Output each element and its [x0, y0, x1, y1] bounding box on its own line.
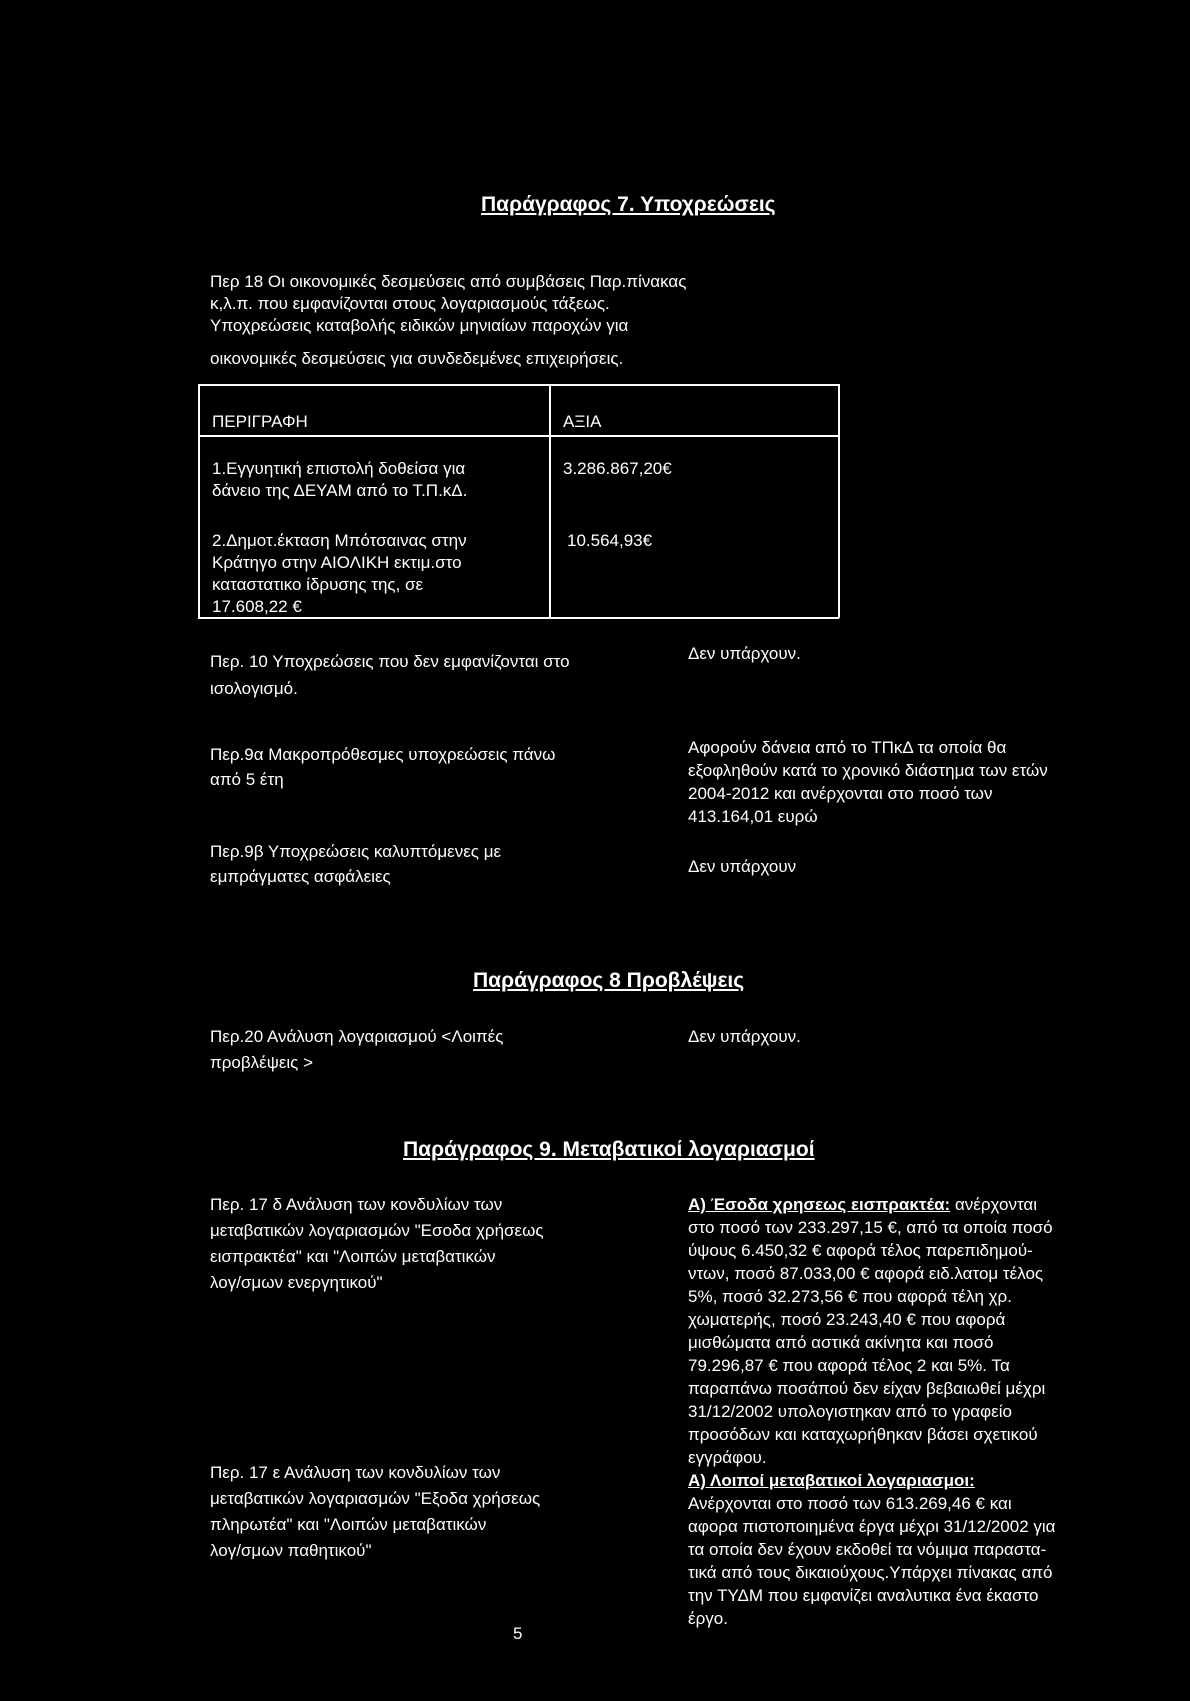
per17d-line: λογ/σμων ενεργητικού": [210, 1273, 383, 1292]
item-per10-label: ισολογισμό.: [210, 679, 298, 698]
table-column-divider: [549, 384, 551, 618]
item-per9b-label: εμπράγματες ασφάλειες: [210, 867, 391, 886]
table-header-description: ΠΕΡΙΓΡΑΦΗ: [212, 412, 308, 431]
accrued-income-line: παραπάνω ποσάπού δεν είχαν βεβαιωθεί μέχρι: [688, 1379, 1046, 1398]
table-header-divider: [198, 435, 839, 437]
table-border-left: [198, 384, 200, 618]
item-per9b-label: Περ.9β Υποχρεώσεις καλυπτόμενες με: [210, 842, 502, 861]
page-number: 5: [513, 1624, 523, 1643]
other-accruals-line: τικά από τους δικαιούχους.Υπάρχει πίνακας από: [688, 1563, 1053, 1582]
accrued-income-line: προσόδων και καταχωρήθηκαν βάσει σχετικού: [688, 1425, 1038, 1444]
item-per9a-value: 2004-2012 και ανέρχονται στο ποσό των: [688, 784, 993, 803]
item-per9a-value: 413.164,01 ευρώ: [688, 807, 818, 826]
table-row-2-description: 2.Δημοτ.έκταση Μπότσαινας στην: [212, 531, 467, 550]
accrued-income-line: χωματερής, ποσό 23.243,40 € που αφορά: [688, 1310, 1006, 1329]
section7-heading: Παράγραφος 7. Υποχρεώσεις: [481, 193, 776, 216]
item-per10-label: Περ. 10 Υποχρεώσεις που δεν εμφανίζονται στο: [210, 652, 570, 671]
other-accruals-line: τα οποία δεν έχουν εκδοθεί τα νόμιμα παραστα-: [688, 1540, 1047, 1559]
table-border-right: [838, 384, 840, 618]
accrued-income-line: μισθώματα από αστικά ακίνητα και ποσό: [688, 1333, 994, 1352]
accrued-income-title: Α) Έσοδα χρησεως εισπρακτέα:: [688, 1195, 951, 1214]
table-border-top: [198, 384, 839, 386]
item-per9a-value: Αφορούν δάνεια από το ΤΠκΔ τα οποία θα: [688, 738, 1007, 757]
per17e-line: λογ/σμων παθητικού": [210, 1541, 372, 1560]
table-row-2-value: 10.564,93€: [567, 531, 653, 550]
section9-heading: Παράγραφος 9. Μεταβατικοί λογαριασμοί: [403, 1138, 815, 1161]
intro-line: Περ 18 Οι οικονομικές δεσμεύσεις από συμβάσεις Παρ.πίνακας: [210, 272, 687, 291]
other-accruals-line: την ΤΥΔΜ που εμφανίζει αναλυτικα ένα έκαστο: [688, 1586, 1039, 1605]
accrued-income-line: 5%, ποσό 32.273,56 € που αφορά τέλη χρ.: [688, 1287, 1012, 1306]
per20-label: Περ.20 Ανάλυση λογαριασμού <Λοιπές: [210, 1027, 504, 1046]
accrued-income-heading: [688, 1195, 1037, 1214]
per17e-line: Περ. 17 ε Ανάλυση των κονδυλίων των: [210, 1463, 501, 1482]
table-row-1-description: δάνειο της ΔΕΥΑΜ από το Τ.Π.κΔ.: [212, 481, 468, 500]
item-per9a-value: εξοφληθούν κατά το χρονικό διάστημα των ετών: [688, 761, 1048, 780]
per20-label: προβλέψεις >: [210, 1053, 314, 1072]
other-accruals-line: Ανέρχονται στο ποσό των 613.269,46 € και: [688, 1494, 1012, 1513]
intro-line: Υποχρεώσεις καταβολής ειδικών μηνιαίων παροχών για: [210, 316, 629, 335]
table-border-bottom: [198, 617, 839, 619]
accrued-income-line: 31/12/2002 υπολογιστηκαν από το γραφείο: [688, 1402, 1012, 1421]
table-row-2-description: Κράτηγο στην ΑΙΟΛΙΚΗ εκτιμ.στο: [212, 553, 462, 572]
item-per9b-value: Δεν υπάρχουν: [688, 857, 797, 876]
table-row-2-description: καταστατικο ίδρυσης της, σε: [212, 575, 424, 594]
per17e-line: μεταβατικών λογαριασμών "Εξοδα χρήσεως: [210, 1489, 541, 1508]
item-per9a-label: Περ.9α Μακροπρόθεσμες υποχρεώσεις πάνω: [210, 745, 556, 764]
per17e-line: πληρωτέα" και "Λοιπών μεταβατικών: [210, 1515, 487, 1534]
other-accruals-title: Α) Λοιποί μεταβατικοί λογαριασμοι:: [688, 1471, 975, 1490]
per17d-line: μεταβατικών λογαριασμών "Εσοδα χρήσεως: [210, 1221, 544, 1240]
intro-line: κ,λ.π. που εμφανίζονται στους λογαριασμούς τάξεως.: [210, 294, 610, 313]
accrued-income-line: στο ποσό των 233.297,15 €, από τα οποία ποσό: [688, 1218, 1053, 1237]
item-per9a-label: από 5 έτη: [210, 770, 284, 789]
table-row-1-value: 3.286.867,20€: [563, 459, 672, 478]
other-accruals-line: αφορα πιστοποιημένα έργα μέχρι 31/12/2002 για: [688, 1517, 1056, 1536]
per17d-line: Περ. 17 δ Ανάλυση των κονδυλίων των: [210, 1195, 503, 1214]
intro-line: οικονομικές δεσμεύσεις για συνδεδεμένες επιχειρήσεις.: [210, 349, 624, 368]
table-header-value: ΑΞΙΑ: [563, 412, 602, 431]
accrued-income-line: εγγράφου.: [688, 1448, 767, 1467]
item-per10-value: Δεν υπάρχουν.: [688, 644, 801, 663]
accrued-income-line: 79.296,87 € που αφορά τέλος 2 και 5%. Τα: [688, 1356, 1010, 1375]
other-accruals-line: έργο.: [688, 1609, 728, 1628]
accrued-income-line: ύψους 6.450,32 € αφορά τέλος παρεπιδημού-: [688, 1241, 1033, 1260]
table-row-1-description: 1.Εγγυητική επιστολή δοθείσα για: [212, 459, 466, 478]
accrued-income-line: ντων, ποσό 87.033,00 € αφορά ειδ.λατομ τέλος: [688, 1264, 1044, 1283]
per17d-line: εισπρακτέα" και "Λοιπών μεταβατικών: [210, 1247, 496, 1266]
table-row-2-description: 17.608,22 €: [212, 597, 302, 616]
per20-value: Δεν υπάρχουν.: [688, 1027, 801, 1046]
section8-heading: Παράγραφος 8 Προβλέψεις: [473, 969, 745, 992]
accrued-income-first: ανέρχονται: [950, 1195, 1038, 1214]
